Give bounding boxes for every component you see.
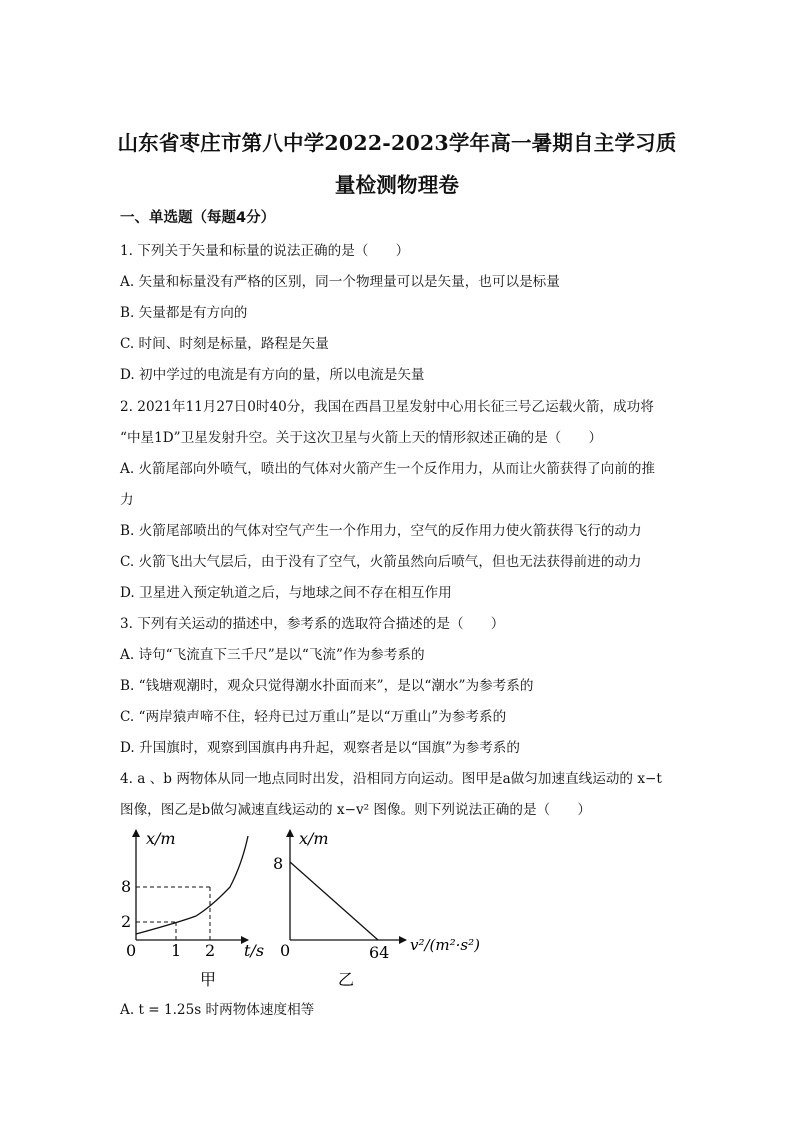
question-3-option-b: B. “钱塘观潮时，观众只觉得潮水扑面而来”，是以“潮水”为参考系的 [120, 678, 534, 694]
section-heading: 一、单选题（每题4分） [120, 210, 276, 226]
figure-jia-curve [136, 836, 248, 934]
question-3-option-d: D. 升国旗时，观察到国旗冉冉升起，观察者是以“国旗”为参考系的 [120, 740, 520, 756]
question-4-option-a: A. t = 1.25s 时两物体速度相等 [120, 1002, 315, 1018]
figure-yi [273, 829, 480, 989]
question-1-option-d: D. 初中学过的电流是有方向的量，所以电流是矢量 [120, 367, 425, 383]
question-2-stem-line-1: 2. 2021年11月27日0时40分，我国在西昌卫星发射中心用长征三号乙运载火箭，成功将 [120, 399, 654, 415]
figure-yi-xtick-64: 64 [369, 943, 390, 962]
figure-yi-ylabel: x/m [299, 829, 329, 848]
question-4-stem-line-1: 4. a 、b 两物体从同一地点同时出发，沿相同方向运动。图甲是a做匀加速直线运动的 x−t [120, 771, 662, 787]
question-2-stem-line-2: “中星1D”卫星发射升空。关于这次卫星与火箭上天的情形叙述正确的是（ ） [120, 430, 603, 446]
figure-yi-origin: 0 [280, 941, 291, 960]
question-2-option-a-line-2: 力 [120, 492, 134, 508]
question-1-option-b: B. 矢量都是有方向的 [120, 305, 248, 321]
figure-jia-ytick-8: 8 [121, 877, 132, 896]
question-2-option-b: B. 火箭尾部喷出的气体对空气产生一个作用力，空气的反作用力使火箭获得飞行的动力 [120, 523, 642, 539]
figure-jia-ytick-2: 2 [121, 912, 132, 931]
figure-yi-caption: 乙 [338, 970, 355, 989]
figure-jia-caption: 甲 [200, 970, 217, 989]
question-3-option-c: C. “两岸猿声啼不住，轻舟已过万重山”是以“万重山”为参考系的 [120, 709, 507, 725]
question-3-option-a: A. 诗句“飞流直下三千尺”是以“飞流”作为参考系的 [120, 647, 425, 663]
question-1-option-a: A. 矢量和标量没有严格的区别，同一个物理量可以是矢量，也可以是标量 [120, 274, 560, 290]
figure-jia-xtick-2: 2 [205, 941, 216, 960]
figure-yi-line [290, 862, 378, 940]
figure-jia-ylabel: x/m [146, 829, 176, 848]
question-4-figures [110, 822, 510, 994]
page-title-line-2: 量检测物理卷 [334, 173, 460, 197]
figure-jia-xtick-1: 1 [171, 941, 182, 960]
page-title-line-1: 山东省枣庄市第八中学2022-2023学年高一暑期自主学习质 [117, 131, 677, 155]
figure-yi-xlabel: v²/(m²·s²) [410, 936, 480, 954]
question-2-option-c: C. 火箭飞出大气层后，由于没有了空气，火箭虽然向后喷气，但也无法获得前进的动力 [120, 554, 642, 570]
question-4-stem-line-2: 图像，图乙是b做匀减速直线运动的 x−v² 图像。则下列说法正确的是（ ） [120, 802, 591, 818]
question-1-option-c: C. 时间、时刻是标量，路程是矢量 [120, 336, 329, 352]
figure-yi-ytick-8: 8 [273, 854, 284, 873]
question-2-option-d: D. 卫星进入预定轨道之后，与地球之间不存在相互作用 [120, 585, 452, 601]
figure-jia [121, 829, 264, 989]
question-2-option-a-line-1: A. 火箭尾部向外喷气，喷出的气体对火箭产生一个反作用力，从而让火箭获得了向前的推 [120, 461, 656, 477]
question-3-stem: 3. 下列有关运动的描述中，参考系的选取符合描述的是（ ） [120, 616, 505, 632]
question-1-stem: 1. 下列关于矢量和标量的说法正确的是（ ） [120, 243, 410, 259]
figure-jia-origin: 0 [126, 941, 137, 960]
figure-jia-xlabel: t/s [244, 941, 265, 960]
